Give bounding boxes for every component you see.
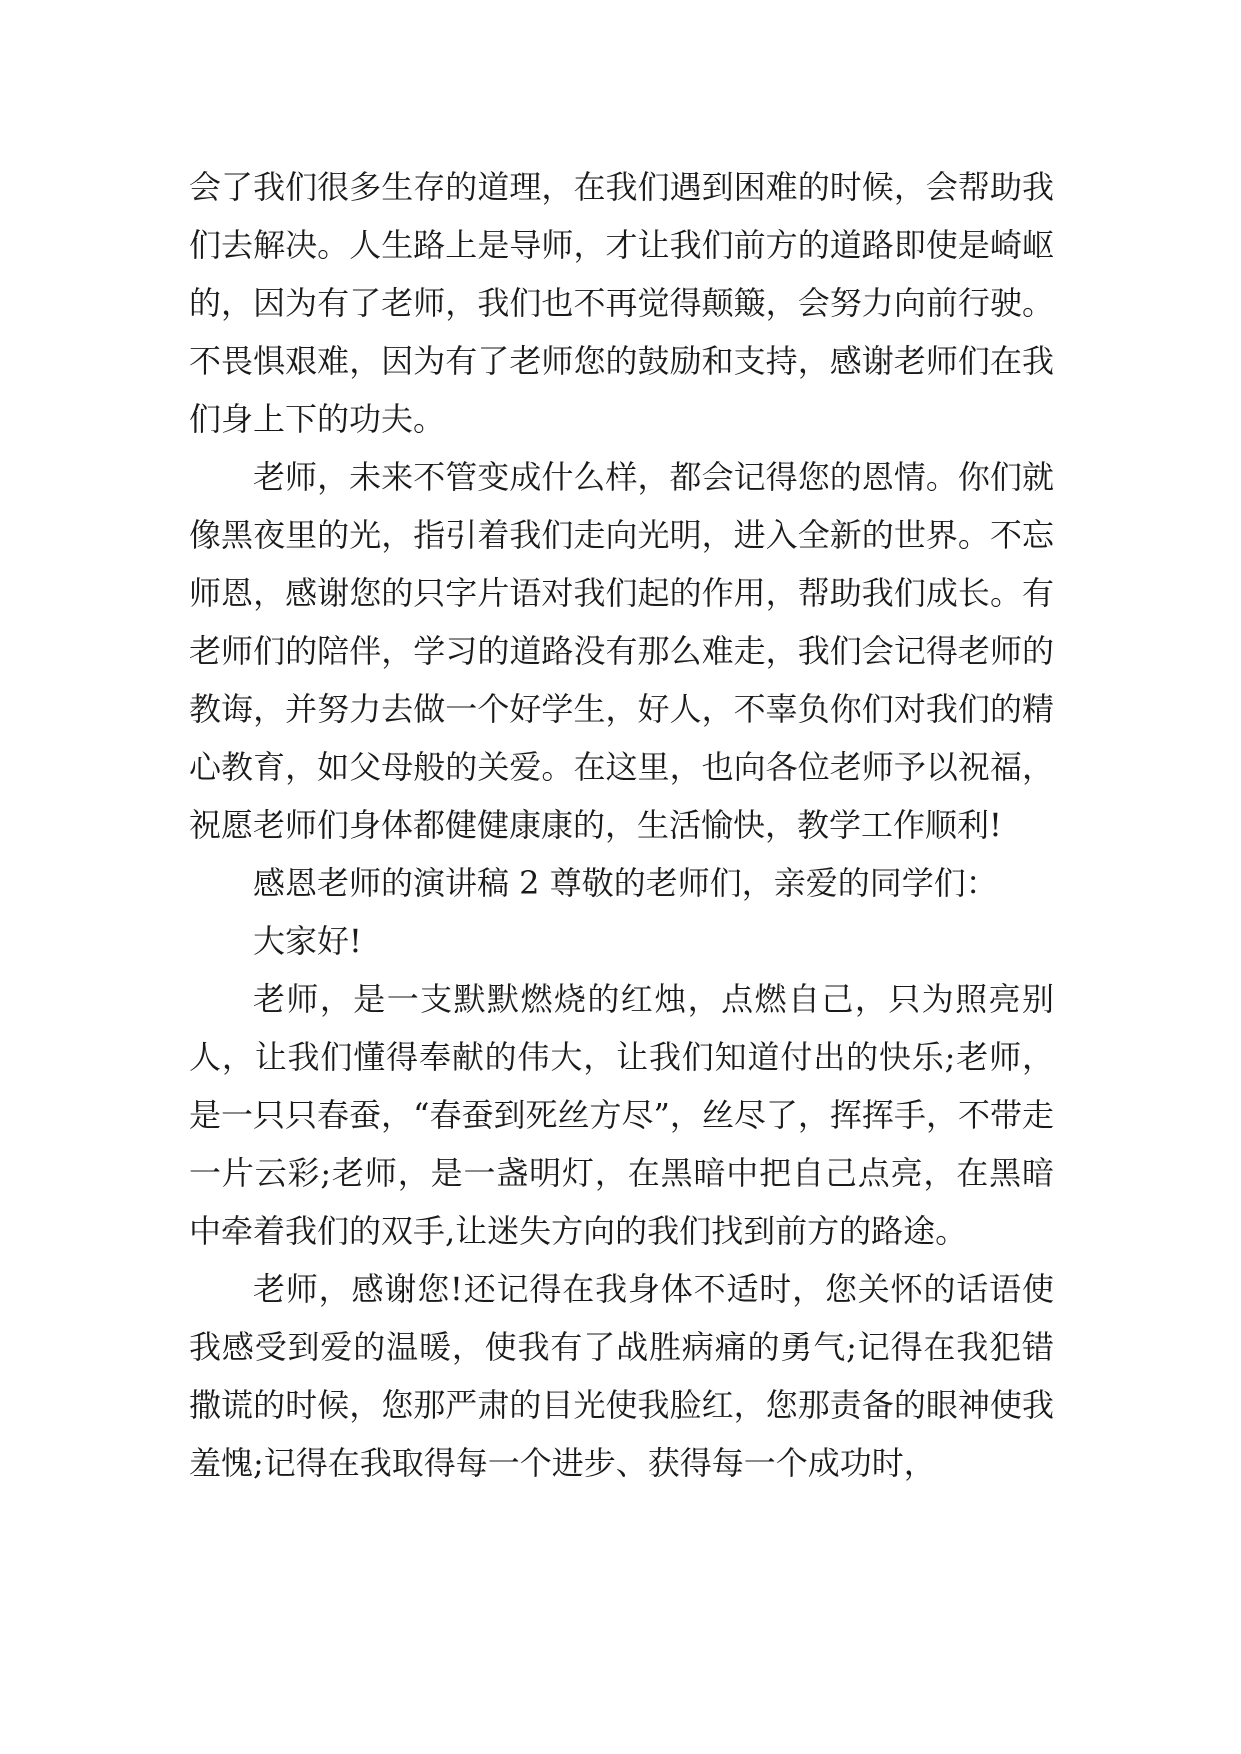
greeting-hello: 大家好! [253,922,362,960]
body-text [189,158,1054,1492]
paragraph-teacher-gratitude: 老师，未来不管变成什么样，都会记得您的恩情。你们就像黑夜里的光，指引着我们走向光明，进入全新的世界。不忘师恩，感谢您的只字片语对我们起的作用，帮助我们成长。有老师们的陪伴，学习的道路没有那么难走，我们会记得老师的教诲，并努力去做一个好学生，好人，不辜负你们对我们的精心教育，如父母般的关爱。在这里，也向各位老师予以祝福，祝愿老师们身体都健健康康的，生活愉快，教学工作顺利! [189,458,1054,844]
speech-title-greeting: 感恩老师的演讲稿 2 尊敬的老师们，亲爱的同学们： [253,864,998,902]
paragraph-continuation: 会了我们很多生存的道理，在我们遇到困难的时候，会帮助我们去解决。人生路上是导师，才让我们前方的道路即使是崎岖的，因为有了老师，我们也不再觉得颠簸，会努力向前行驶。不畏惧艰难，因为有了老师您的鼓励和支持，感谢老师们在我们身上下的功夫。 [189,168,1054,438]
paragraph-teacher-metaphors: 老师，是一支默默燃烧的红烛，点燃自己，只为照亮别人，让我们懂得奉献的伟大，让我们知道付出的快乐;老师，是一只只春蚕，“春蚕到死丝方尽”，丝尽了，挥挥手，不带走一片云彩;老师，是一盏明灯，在黑暗中把自己点亮，在黑暗中牵着我们的双手,让迷失方向的我们找到前方的路途。 [189,980,1054,1250]
paragraph-thanks-teacher: 老师，感谢您!还记得在我身体不适时，您关怀的话语使我感受到爱的温暖，使我有了战胜病痛的勇气;记得在我犯错撒谎的时候，您那严肃的目光使我脸红，您那责备的眼神使我羞愧;记得在我取得每一个进步、获得每一个成功时， [189,1270,1054,1482]
